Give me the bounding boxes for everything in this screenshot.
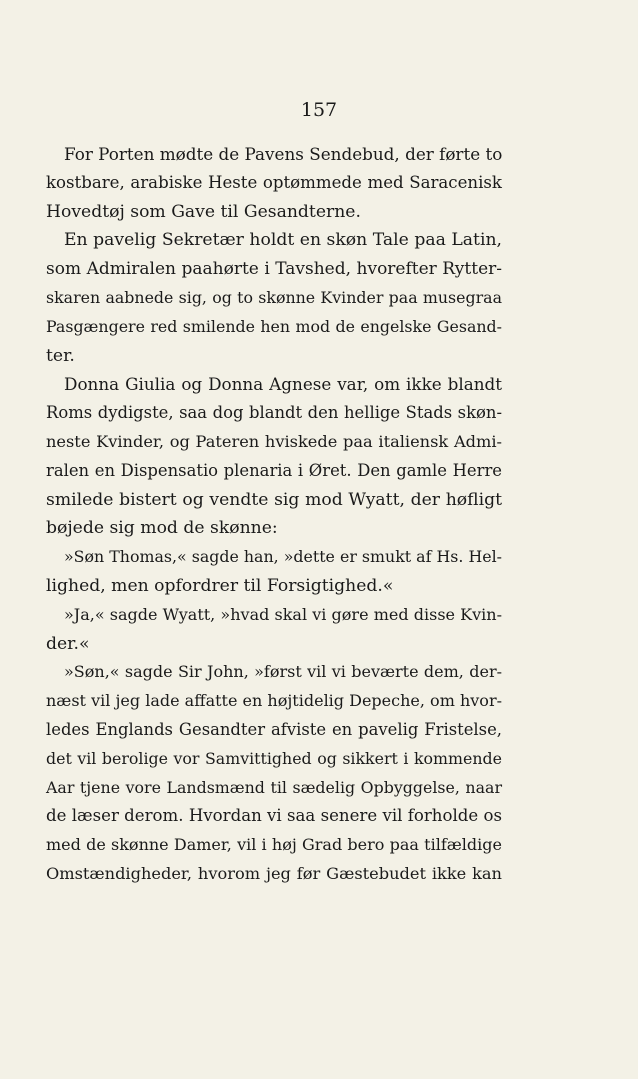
text-line: bøjede sig mod de skønne: [46, 518, 278, 539]
text-line: skaren aabnede sig, og to skønne Kvinder paa musegraa [46, 287, 502, 307]
text-line: Aar tjene vore Landsmænd til sædelig Opbyggelse, naar [46, 777, 502, 797]
text-line: de læser derom. Hvordan vi saa senere vil forholde os [46, 806, 502, 826]
text-line: Hovedtøj som Gave til Gesandterne. [46, 201, 361, 222]
text-line: Roms dydigste, saa dog blandt den hellige Stads skøn- [46, 403, 502, 423]
text-line: ralen en Dispensatio plenaria i Øret. Den gamle Herre [46, 460, 502, 480]
text-line: der.« [46, 633, 90, 654]
text-line: Omstændigheder, hvorom jeg før Gæstebudet ikke kan [46, 863, 502, 883]
text-line: kostbare, arabiske Heste optømmede med Saracenisk [46, 172, 502, 192]
text-line: »Søn Thomas,« sagde han, »dette er smukt af Hs. Hel- [64, 547, 502, 567]
body-text [46, 140, 502, 889]
text-line: lighed, men opfordrer til Forsigtighed.« [46, 575, 394, 596]
text-line: ledes Englands Gesandter afviste en pavelig Fristelse, [46, 719, 502, 739]
text-line: En pavelig Sekretær holdt en skøn Tale paa Latin, [64, 230, 502, 251]
text-line: »Ja,« sagde Wyatt, »hvad skal vi gøre med disse Kvin- [64, 604, 502, 624]
text-line: som Admiralen paahørte i Tavshed, hvorefter Rytter- [46, 259, 502, 280]
text-line: smilede bistert og vendte sig mod Wyatt, der høfligt [46, 489, 502, 510]
text-line: næst vil jeg lade affatte en højtidelig Depeche, om hvor- [46, 691, 502, 711]
text-line: neste Kvinder, og Pateren hviskede paa italiensk Admi- [46, 431, 502, 451]
text-line: Donna Giulia og Donna Agnese var, om ikke blandt [64, 374, 502, 395]
text-line: Pasgængere red smilende hen mod de engelske Gesand- [46, 316, 502, 336]
text-line: »Søn,« sagde Sir John, »først vil vi beværte dem, der- [64, 662, 502, 682]
text-line: ter. [46, 345, 75, 366]
text-line: med de skønne Damer, vil i høj Grad bero paa tilfældige [46, 835, 502, 855]
text-line: For Porten mødte de Pavens Sendebud, der førte to [64, 144, 503, 164]
page-number: 157 [300, 99, 338, 121]
text-line: det vil berolige vor Samvittighed og sikkert i kommende [46, 748, 502, 768]
